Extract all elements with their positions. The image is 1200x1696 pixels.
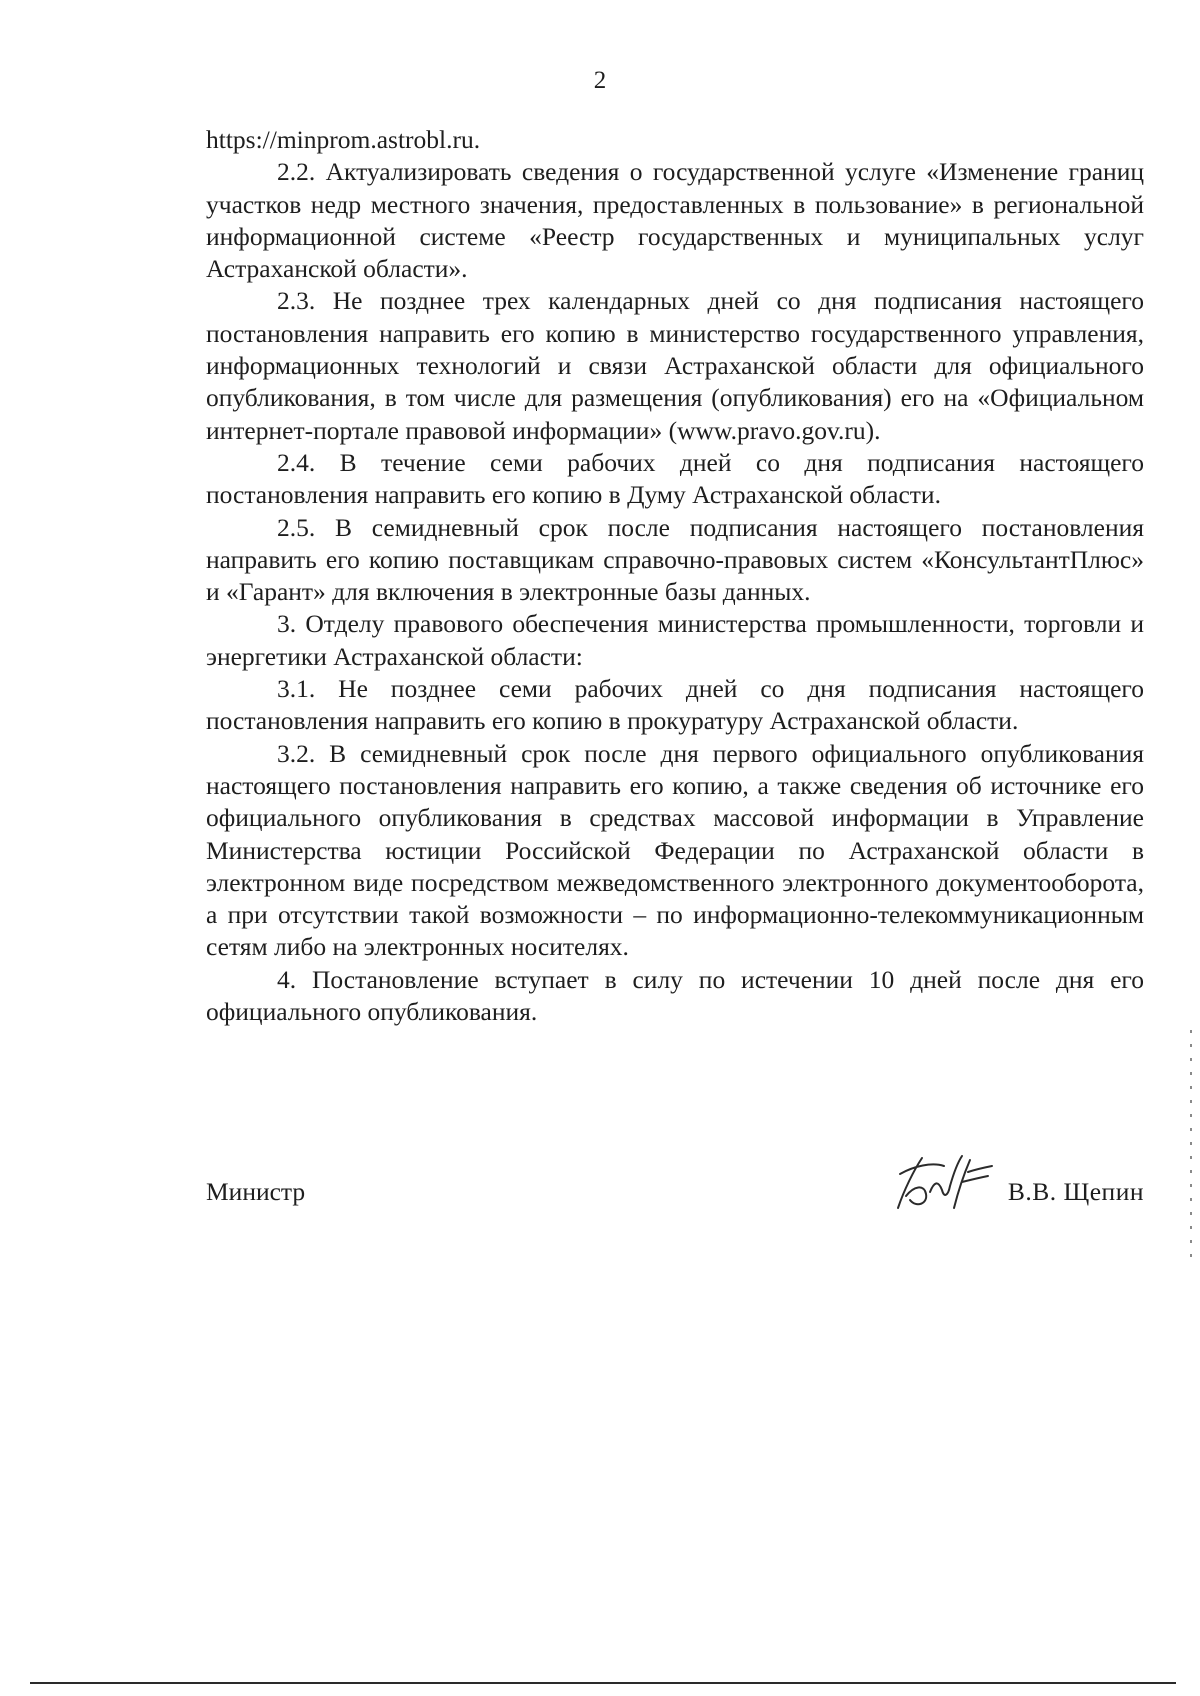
paragraph-3-1: 3.1. Не позднее семи рабочих дней со дня подписания настоящего постановления направить его копию в прокуратуру Астраханской области. xyxy=(206,674,1144,736)
handwritten-signature xyxy=(892,1152,1002,1216)
page-number: 2 xyxy=(593,67,607,94)
paragraph-2-2: 2.2. Актуализировать сведения о государственной услуге «Изменение границ участков недр местного значения, предоставленных в пользование» в региональной информационной системе «Реестр государственных и муниципальных услуг Астраханской области». xyxy=(206,157,1144,284)
paragraph-3: 3. Отделу правового обеспечения министерства промышленности, торговли и энергетики Астраханской области: xyxy=(206,609,1144,671)
signer-position: Министр xyxy=(206,1177,306,1206)
paragraph-4: 4. Постановление вступает в силу по истечении 10 дней после дня его официального опубликования. xyxy=(206,964,1144,1027)
paragraph-3-2: 3.2. В семидневный срок после дня первого официального опубликования настоящего постановления направить его копию, а также сведения об источнике его официального опубликования в средствах массовой информации в Управление Министерства юстиции Российской Федерации по Астраханской области в электронном виде посредством межведомственного электронного документооборота, а при отсутствии такой возможности – по информационно-телекоммуникационным сетям либо на электронных носителях. xyxy=(206,738,1144,962)
paragraph-2-5: 2.5. В семидневный срок после подписания настоящего постановления направить его копию поставщикам справочно-правовых систем «КонсультантПлюс» и «Гарант» для включения в электронные базы данных. xyxy=(206,512,1144,607)
paragraph-2-3: 2.3. Не позднее трех календарных дней со дня подписания настоящего постановления направить его копию в министерство государственного управления, информационных технологий и связи Астраханской области для официального опубликования, в том числе для размещения (опубликования) его на «Официальном интернет-портале правовой информации» (www.pravo.gov.ru). xyxy=(206,286,1144,445)
document-body xyxy=(206,124,1144,1028)
paragraph-url-continuation: https://minprom.astrobl.ru. xyxy=(206,125,481,154)
paragraph-2-4: 2.4. В течение семи рабочих дней со дня подписания настоящего постановления направить его копию в Думу Астраханской области. xyxy=(206,447,1144,510)
signature-block xyxy=(206,1168,1144,1228)
scan-edge-marks xyxy=(1190,1030,1192,1260)
scan-bottom-edge xyxy=(30,1682,1176,1684)
signer-name: В.В. Щепин xyxy=(1007,1177,1144,1206)
